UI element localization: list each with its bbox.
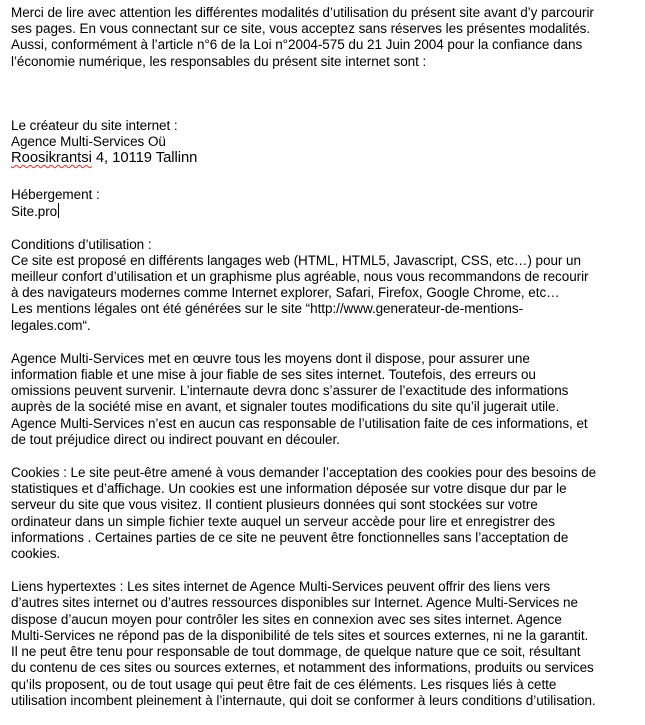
responsibility-line: de tout préjudice direct ou indirect pouvant en découler. (11, 431, 340, 447)
links-line: Il ne peut être tenu pour responsable de tout dommage, de quelque nature que ce soit, résultant (11, 644, 581, 660)
misspelled-word[interactable]: Roosikrantsi (11, 150, 92, 167)
responsibility-line: auprès de la société mise en avant, et signaler toutes modifications du site qu’il jugerait utile. (11, 399, 560, 415)
responsibility-line: information fiable et une mise à jour fiable de ses sites internet. Toutefois, des erreurs ou (11, 367, 536, 383)
legal-document[interactable] (11, 5, 639, 709)
cookies-line: ordinateur dans un simple fichier texte auquel un serveur accède pour lire et enregistrer des (11, 513, 555, 529)
links-line: dispose d’aucun moyen pour contrôler les sites en connexion avec ses sites internet. Agence (11, 611, 562, 627)
intro-paragraph (11, 5, 639, 70)
hosting-value (11, 203, 639, 220)
address-rest: 4, 10119 Tallinn (91, 150, 198, 167)
intro-line: Aussi, conformément à l’article n°6 de la Loi n°2004-575 du 21 Juin 2004 pour la confiance dans (11, 37, 583, 53)
intro-line: Merci de lire avec attention les différentes modalités d’utilisation du présent site avant d’y parcourir (11, 5, 594, 20)
cookies-section (11, 465, 639, 562)
conditions-line: Conditions d’utilisation : (11, 236, 152, 252)
responsibility-section (11, 351, 639, 448)
links-line: qu’ils proposent, ou de tout usage qui peut être fait de ces éléments. Les risques liés à cette (11, 676, 557, 692)
links-line: utilisation incombent pleinement à l’internaute, qui doit se conformer à leurs conditions d’utilisation. (11, 692, 596, 708)
conditions-line: Ce site est proposé en différents langages web (HTML, HTML5, Javascript, CSS, etc…) pour un (11, 252, 581, 268)
responsibility-line: Agence Multi-Services n’est en aucun cas responsable de l’utilisation faite de ces informations, et (11, 415, 588, 431)
cookies-line: cookies. (11, 546, 61, 562)
creator-label: Le créateur du site internet : (11, 117, 178, 133)
creator-name: Agence Multi-Services Oü (11, 134, 166, 150)
creator-section (11, 118, 639, 167)
intro-line: l’économie numérique, les responsables du présent site internet sont : (11, 53, 427, 69)
hosting-section (11, 187, 639, 220)
conditions-line: à des navigateurs modernes comme Internet explorer, Safari, Firefox, Google Chrome, etc… (11, 285, 560, 301)
conditions-line: meilleur confort d’utilisation et un graphisme plus agréable, nous vous recommandons de recourir (11, 269, 589, 285)
cookies-line: statistiques et d’affichage. Un cookies est une information déposée sur votre disque dur par le (11, 481, 567, 497)
cookies-line: informations . Certaines parties de ce site ne peuvent être fonctionnelles sans l’acceptation de (11, 529, 569, 545)
links-line: du contenu de ces sites ou sources externes, et notamment des informations, produits ou services (11, 660, 594, 676)
links-line: Multi-Services ne répond pas de la disponibilité de tels sites et sources externes, ni ne la garantit. (11, 627, 589, 643)
cookies-line: Cookies : Le site peut-être amené à vous demander l’acceptation des cookies pour des besoins de (11, 465, 597, 481)
intro-line: ses pages. En vous connectant sur ce site, vous acceptez sans réserves les présentes modalités. (11, 21, 591, 37)
responsibility-line: Agence Multi-Services met en œuvre tous les moyens dont il dispose, pour assurer une (11, 350, 530, 366)
links-section (11, 579, 639, 709)
conditions-line: legales.com“. (11, 317, 91, 333)
creator-address (11, 150, 639, 167)
links-line: Liens hypertextes : Les sites internet de Agence Multi-Services peuvent offrir des liens vers (11, 579, 551, 595)
hosting-text: Site.pro (11, 204, 58, 220)
conditions-section (11, 237, 639, 334)
responsibility-line: omissions peuvent survenir. L’internaute devra donc s’assurer de l’exactitude des informations (11, 383, 569, 399)
text-cursor (58, 203, 59, 218)
hosting-label: Hébergement : (11, 187, 100, 203)
links-line: d’autres sites internet ou d’autres ressources disponibles sur Internet. Agence Multi-Services ne (11, 595, 578, 611)
cookies-line: serveur du site que vous visitez. Il contient plusieurs données qui sont stockées sur votre (11, 497, 538, 513)
conditions-line: Les mentions légales ont été générées sur le site “http://www.generateur-de-mentions- (11, 301, 524, 317)
